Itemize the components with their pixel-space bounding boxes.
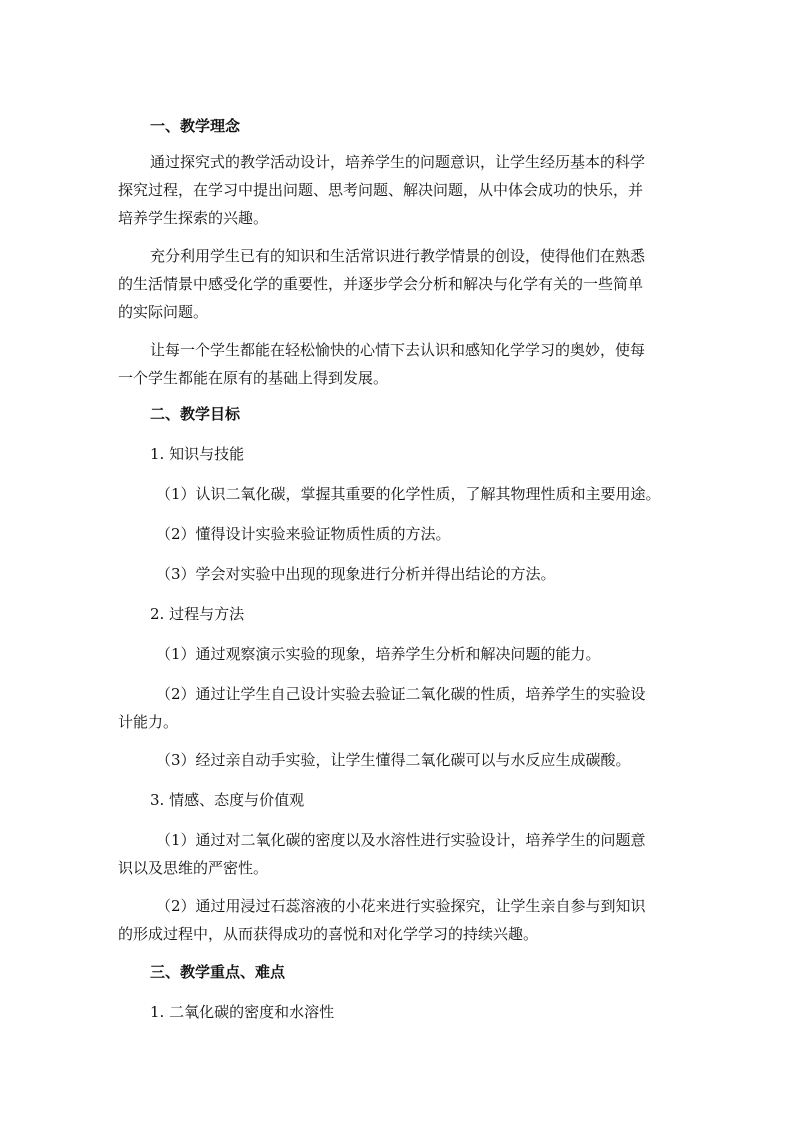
list-item (118, 892, 678, 948)
list-item-line: 的形成过程中，从而获得成功的喜悦和对化学学习的持续兴趣。 (118, 925, 539, 943)
paragraph-line: 充分利用学生已有的知识和生活常识进行教学情景的创设，使得他们在熟悉 (150, 247, 646, 265)
paragraph-philosophy-1 (118, 148, 678, 232)
paragraph-philosophy-3 (118, 336, 678, 392)
subheading-density-solubility: 1. 二氧化碳的密度和水溶性 (150, 1003, 335, 1021)
list-item-line: （2）通过用浸过石蕊溶液的小花来进行实验探究，让学生亲自参与到知识 (156, 897, 646, 915)
list-item (118, 826, 678, 882)
section-heading-teaching-philosophy: 一、教学理念 (150, 117, 241, 135)
list-item-line: （3）学会对实验中出现的现象进行分析并得出结论的方法。 (156, 565, 556, 583)
list-item-line: （2）通过让学生自己设计实验去验证二氧化碳的性质，培养学生的实验设 (156, 685, 646, 703)
section-heading-teaching-goals: 二、教学目标 (150, 405, 241, 423)
list-item (118, 480, 678, 508)
paragraph-line: 通过探究式的教学活动设计，培养学生的问题意识，让学生经历基本的科学 (150, 153, 646, 171)
list-item-line: 计能力。 (118, 713, 179, 731)
list-item (118, 680, 678, 736)
subheading-emotion-attitude-values: 3. 情感、态度与价值观 (150, 791, 305, 809)
paragraph-line: 探究过程，在学习中提出问题、思考问题、解决问题，从中体会成功的快乐，并 (118, 181, 644, 199)
list-item-line: （1）通过观察演示实验的现象，培养学生分析和解决问题的能力。 (156, 645, 601, 663)
subheading-process-methods: 2. 过程与方法 (150, 605, 245, 623)
paragraph-line: 的生活情景中感受化学的重要性，并逐步学会分析和解决与化学有关的一些简单 (118, 275, 644, 293)
list-item (118, 640, 678, 668)
list-item-line: 识以及思维的严密性。 (118, 859, 269, 877)
paragraph-philosophy-2 (118, 242, 678, 326)
list-item-line: （1）通过对二氧化碳的密度以及水溶性进行实验设计，培养学生的问题意 (156, 831, 646, 849)
paragraph-line: 的实际问题。 (118, 303, 209, 321)
section-heading-key-points: 三、教学重点、难点 (150, 963, 286, 981)
paragraph-line: 培养学生探索的兴趣。 (118, 209, 269, 227)
list-item-line: （2）懂得设计实验来验证物质性质的方法。 (156, 525, 451, 543)
list-item-line: （1）认识二氧化碳，掌握其重要的化学性质，了解其物理性质和主要用途。 (156, 485, 661, 503)
list-item (118, 560, 678, 588)
paragraph-line: 一个学生都能在原有的基础上得到发展。 (118, 369, 389, 387)
paragraph-line: 让每一个学生都能在轻松愉快的心情下去认识和感知化学学习的奥妙，使每 (150, 341, 646, 359)
list-item (118, 520, 678, 548)
subheading-knowledge-skills: 1. 知识与技能 (150, 445, 245, 463)
list-item-line: （3）经过亲自动手实验，让学生懂得二氧化碳可以与水反应生成碳酸。 (156, 751, 631, 769)
list-item (118, 746, 678, 774)
